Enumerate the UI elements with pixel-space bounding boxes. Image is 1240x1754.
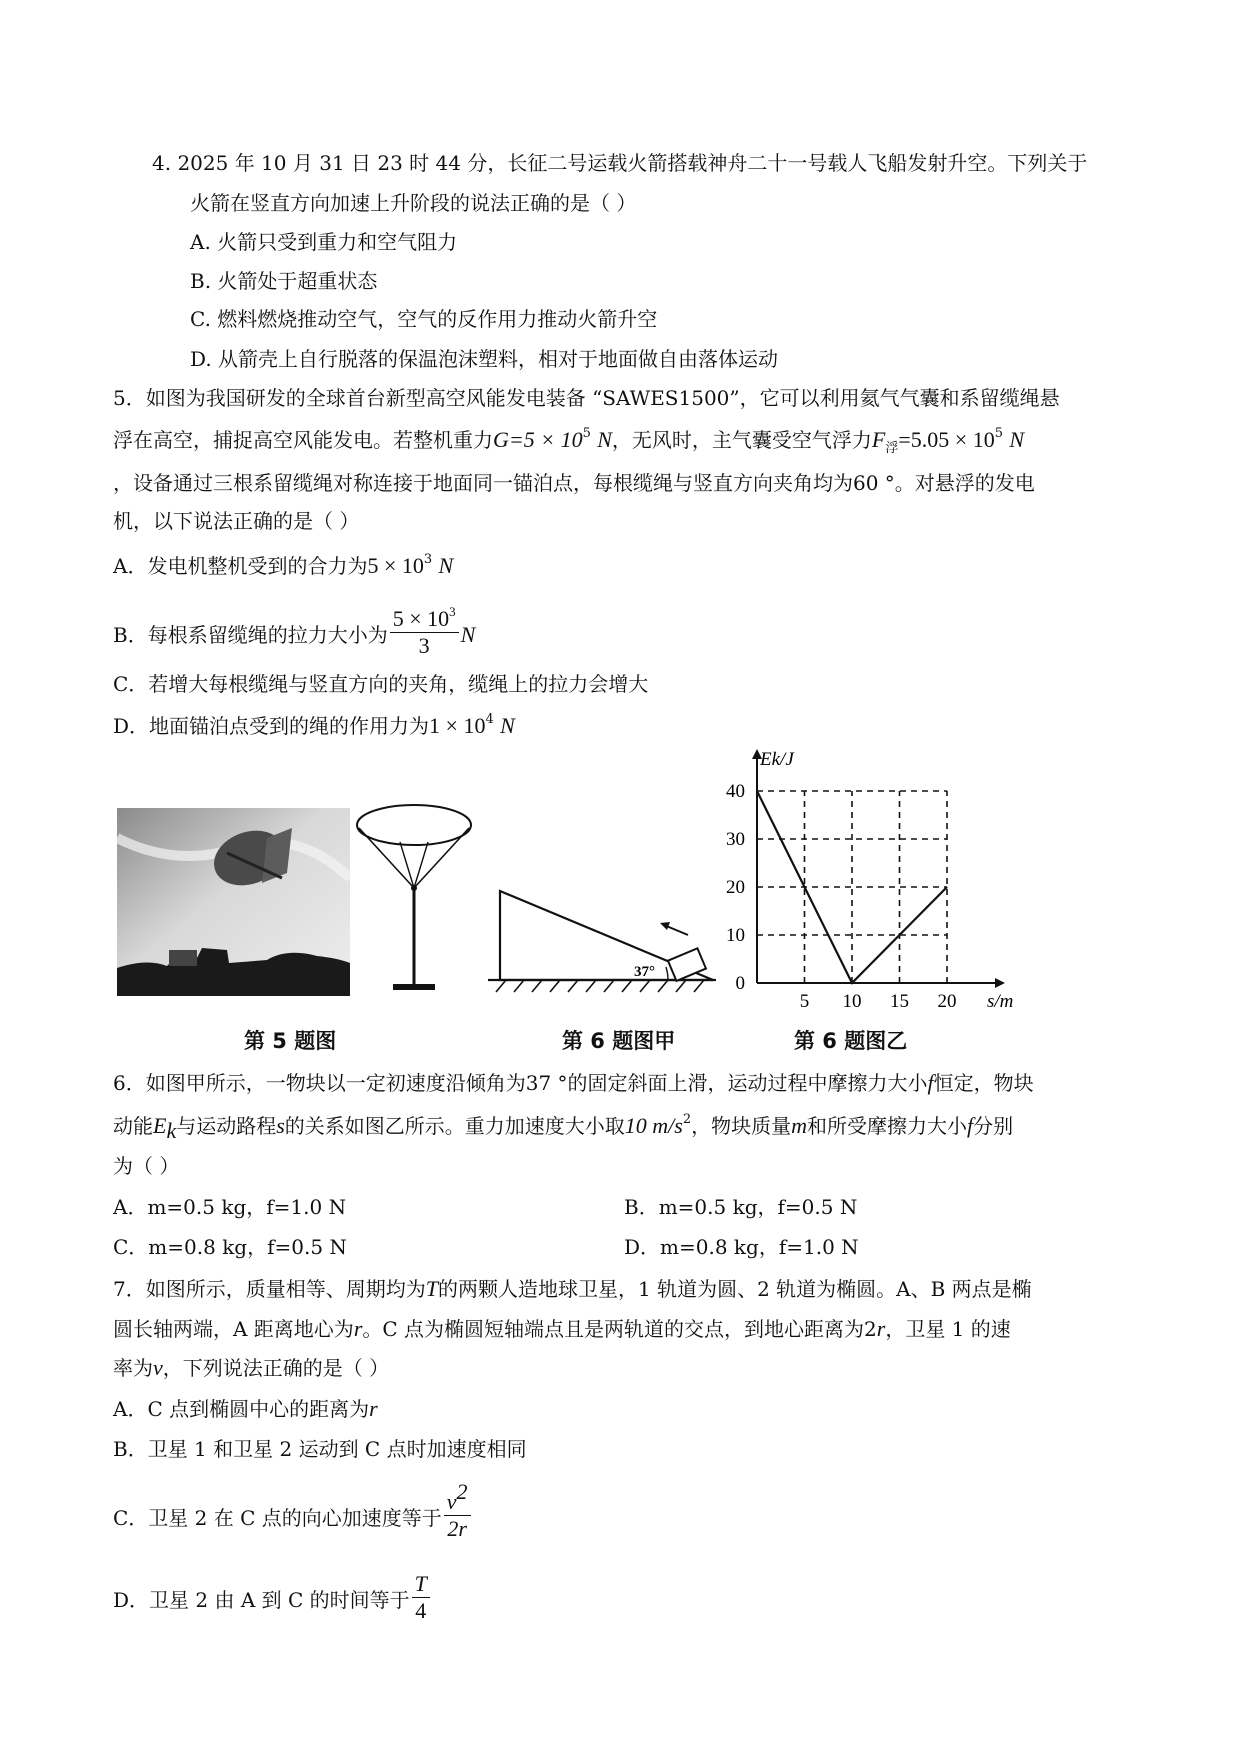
- q5-option-b: [113, 604, 476, 663]
- x-axis-arrow-icon: [995, 978, 1005, 988]
- value: 10 m/s: [624, 1113, 683, 1138]
- q7-option-b: B．卫星 1 和卫星 2 运动到 C 点时加速度相同: [113, 1437, 527, 1461]
- text: ，物块质量: [691, 1114, 792, 1138]
- exponent: 2: [456, 1479, 468, 1504]
- q4-option-d: D. 从箭壳上自行脱落的保温泡沫塑料，相对于地面做自由落体运动: [190, 347, 779, 371]
- numerator: v: [446, 1489, 457, 1514]
- y-axis-label: Ek/J: [760, 749, 794, 770]
- q6-option-a: A．m=0.5 kg，f=1.0 N: [113, 1195, 347, 1219]
- q6-incline-figure: [488, 885, 716, 1000]
- fraction: [412, 1571, 430, 1624]
- q5-buoyancy-symbol: F: [871, 427, 886, 452]
- caption-fig5: 第 5 题图: [244, 1029, 337, 1053]
- option-value: 5 × 10: [367, 553, 424, 578]
- q4-option-b: B. 火箭处于超重状态: [190, 269, 378, 293]
- q7-stem-line1: [113, 1276, 1032, 1302]
- q5-gravity-formula: G=5 × 10: [493, 427, 583, 452]
- text: 7．如图所示，质量相等、周期均为: [113, 1277, 426, 1301]
- option-text: C．卫星 2 在 C 点的向心加速度等于: [113, 1506, 442, 1530]
- unit: N: [460, 622, 476, 647]
- fraction: [390, 606, 459, 659]
- q5-text: 浮在高空，捕捉高空风能发电。若整机重力: [113, 428, 493, 452]
- q5-photo: [117, 808, 350, 996]
- q4-stem-line2: 火箭在竖直方向加速上升阶段的说法正确的是（ ）: [190, 191, 637, 215]
- x-tick-label: 5: [799, 991, 810, 1010]
- text: 。C 点为椭圆短轴端点且是两轨道的交点，到地心距离为2: [362, 1317, 877, 1341]
- option-text: A．发电机整机受到的合力为: [113, 554, 368, 578]
- numerator: 5 × 10: [392, 606, 450, 631]
- q6-option-d: D．m=0.8 kg，f=1.0 N: [624, 1235, 859, 1259]
- numerator: T: [412, 1571, 430, 1598]
- q5-buoyancy-value: =5.05 × 10: [898, 427, 995, 452]
- text: 的关系如图乙所示。重力加速度大小取: [284, 1114, 625, 1138]
- option-text: D．卫星 2 由 A 到 C 的时间等于: [113, 1588, 410, 1612]
- q6-stem-line3: 为（ ）: [113, 1154, 180, 1178]
- q6-stem-line1: [113, 1070, 1034, 1096]
- y-tick-label: 40: [726, 781, 745, 802]
- text: ，卫星 1 的速: [885, 1317, 1011, 1341]
- text: 动能: [113, 1114, 153, 1138]
- option-text: A．C 点到椭圆中心的距离为: [113, 1397, 370, 1421]
- symbol: T: [425, 1276, 438, 1301]
- symbol: m: [791, 1113, 808, 1138]
- caption-fig6b: 第 6 题图乙: [794, 1029, 908, 1053]
- unit: N: [500, 713, 515, 738]
- q4-option-c: C. 燃料燃烧推动空气，空气的反作用力推动火箭升空: [190, 307, 658, 331]
- q6-stem-line2: [113, 1112, 1014, 1143]
- symbol: f: [927, 1070, 934, 1095]
- data-series-line: [757, 791, 947, 983]
- text: 圆长轴两端，A 距离地心为: [113, 1317, 354, 1341]
- q4-stem-line1: 4. 2025 年 10 月 31 日 23 时 44 分，长征二号运载火箭搭载神舟二十一号载人飞船发射升空。下列关于: [152, 151, 1088, 175]
- symbol: r: [369, 1396, 378, 1421]
- symbol: f: [967, 1113, 974, 1138]
- text: 的两颗人造地球卫星，1 轨道为圆、2 轨道为椭圆。A、B 两点是椭: [437, 1277, 1032, 1301]
- subscript: 浮: [885, 441, 899, 456]
- q5-stem-line1: 5．如图为我国研发的全球首台新型高空风能发电装备 “SAWES1500”，它可以利用氦气气囊和系留缆绳悬: [113, 386, 1060, 410]
- q7-stem-line3: [113, 1355, 389, 1381]
- x-axis-label: s/m: [987, 991, 1014, 1010]
- x-tick-label: 10: [842, 991, 862, 1010]
- arrow-icon: [660, 922, 670, 930]
- y-tick-label: 0: [735, 973, 745, 994]
- subscript: k: [166, 1118, 177, 1143]
- x-tick-label: 20: [937, 991, 957, 1010]
- symbol: s: [276, 1113, 285, 1138]
- option-text: D．地面锚泊点受到的绳的作用力为: [113, 714, 430, 738]
- exponent: 3: [423, 552, 433, 567]
- q7-option-c: [113, 1479, 473, 1546]
- q7-option-a: [113, 1396, 378, 1422]
- symbol: r: [876, 1316, 886, 1341]
- unit: N: [438, 553, 454, 578]
- text: ，下列说法正确的是（ ）: [162, 1356, 390, 1380]
- text: 分别: [973, 1114, 1014, 1138]
- denominator: 2r: [447, 1516, 467, 1541]
- y-tick-label: 10: [726, 925, 745, 946]
- denominator: 4: [415, 1598, 427, 1623]
- exponent: 3: [449, 604, 456, 619]
- exponent: 2: [682, 1112, 692, 1127]
- unit: N: [1009, 427, 1025, 452]
- q7-option-d: [113, 1571, 432, 1628]
- fraction: [444, 1479, 471, 1542]
- q5-option-c: C．若增大每根缆绳与竖直方向的夹角，缆绳上的拉力会增大: [113, 672, 649, 696]
- q6-ek-s-chart: [712, 745, 1030, 1010]
- q5-stem-line3: ，设备通过三根系留缆绳对称连接于地面同一锚泊点，每根缆绳与竖直方向夹角均为60 °。对悬浮的发电: [113, 471, 1035, 495]
- q5-text: ，无风时，主气囊受空气浮力: [611, 428, 872, 452]
- text: 和所受摩擦力大小: [807, 1114, 968, 1138]
- exponent: 4: [485, 712, 494, 727]
- exponent: 5: [994, 426, 1003, 441]
- unit: N: [597, 427, 612, 452]
- q6-option-b: B．m=0.5 kg，f=0.5 N: [624, 1195, 858, 1219]
- y-tick-label: 30: [726, 829, 745, 850]
- q5-option-a: [113, 553, 453, 579]
- y-tick-label: 20: [726, 877, 745, 898]
- block-icon: [668, 948, 706, 981]
- q4-option-a: A. 火箭只受到重力和空气阻力: [190, 230, 458, 254]
- option-value: 1 × 10: [429, 713, 486, 738]
- symbol: v: [153, 1355, 163, 1380]
- option-text: B．每根系留缆绳的拉力大小为: [113, 623, 388, 647]
- angle-label: 37°: [634, 964, 655, 980]
- q6-option-c: C．m=0.8 kg，f=0.5 N: [113, 1235, 347, 1259]
- x-tick-label: 15: [890, 991, 909, 1010]
- text: 6．如图甲所示，一物块以一定初速度沿倾角为37 °的固定斜面上滑，运动过程中摩擦力大小: [113, 1071, 928, 1095]
- symbol: E: [153, 1113, 167, 1138]
- text: 恒定，物块: [933, 1071, 1034, 1095]
- q5-stem-line2: [113, 426, 1025, 456]
- exponent: 5: [582, 426, 591, 441]
- q5-option-d: [113, 713, 515, 739]
- text: 率为: [113, 1356, 153, 1380]
- caption-fig6a: 第 6 题图甲: [562, 1029, 676, 1053]
- q5-stem-line4: 机，以下说法正确的是（ ）: [113, 509, 360, 533]
- q7-stem-line2: [113, 1316, 1011, 1342]
- text: 与运动路程: [176, 1114, 277, 1138]
- q5-schematic: [350, 800, 480, 1000]
- denominator: 3: [418, 633, 430, 658]
- symbol: r: [353, 1316, 363, 1341]
